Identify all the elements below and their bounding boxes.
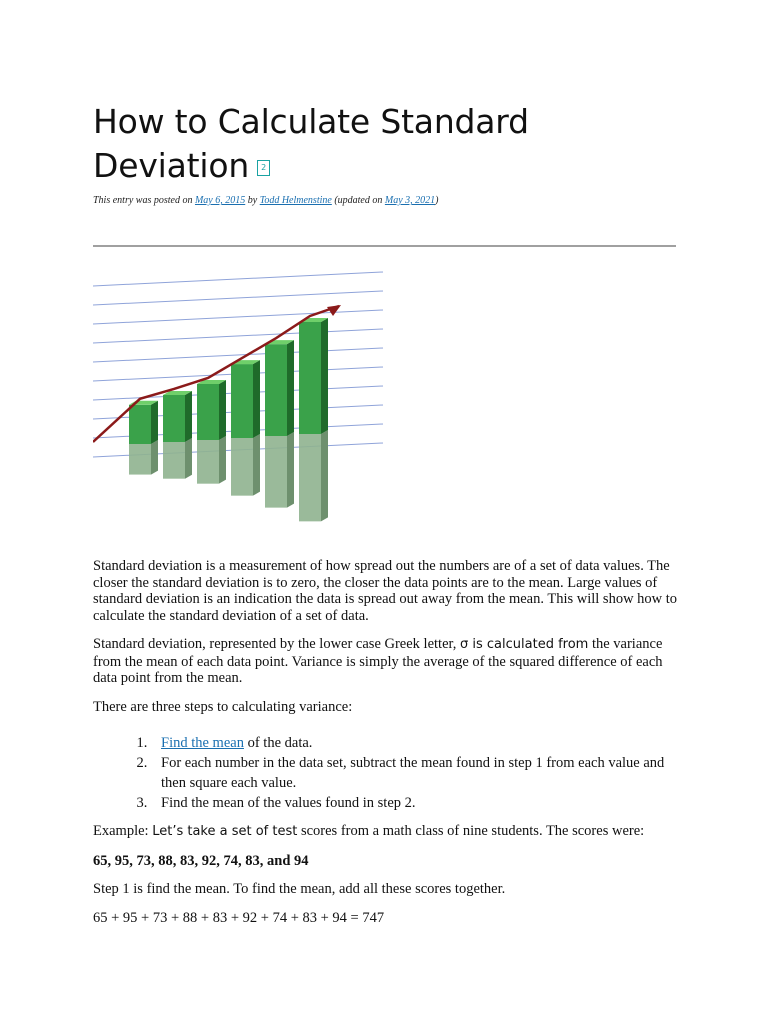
background-line [93,291,383,305]
bar-reflection [163,442,185,479]
meta-suffix: ) [435,195,439,206]
bar-side [151,401,158,444]
background-line [93,272,383,286]
background-line [93,310,383,324]
definition-text-a: Standard deviation, represented by the lower case Greek letter, [93,636,461,652]
comment-count-badge[interactable]: 2 [257,160,270,176]
bar-reflection-side [185,438,192,479]
bar [197,384,219,440]
step1-paragraph: Step 1 is find the mean. To find the mean, add all these scores together. [93,881,506,897]
steps-list [93,733,683,813]
bar-side [185,391,192,442]
author-link[interactable]: Todd Helmenstine [259,195,332,206]
example-text-b: scores from a math class of nine students. The scores were: [297,823,645,839]
bar-side [253,360,260,438]
meta-prefix: This entry was posted on [93,195,195,206]
post-meta [93,195,439,206]
bar-reflection-side [151,440,158,475]
updated-date-link[interactable]: May 3, 2021 [384,195,436,206]
article-body [93,558,683,938]
bar-reflection [265,436,287,508]
bar-reflection-side [253,434,260,496]
meta-by: by [245,195,260,206]
steps-intro: There are three steps to calculating variance: [93,698,353,715]
divider [93,245,676,247]
bar [299,322,321,434]
example-text-a: Example: [93,823,153,839]
bar-reflection [231,438,253,496]
bar-chart-illustration [93,268,393,538]
definition-paragraph [93,636,683,687]
intro-paragraph: Standard deviation is a measurement of how spread out the numbers are of a set of data values. The closer the standard deviation is to zero, the closer the data points are to the mean. Large values of standard deviation is an indication the data is spread out away from the mean. This will show how to calculate the standard deviation of a set of data. [93,558,678,624]
list-item: 3. Find the mean of the values found in step 2. [151,793,683,813]
title-text: How to Calculate Standard Deviation [93,102,529,185]
bar-reflection [299,434,321,521]
bar-reflection-side [219,436,226,484]
step1-rest: of the data. [243,735,313,751]
bar-reflection [129,444,151,475]
scores-line: 65, 95, 73, 88, 83, 92, 74, 83, and 94 [93,852,309,869]
bar-side [287,340,294,436]
bar-side [321,318,328,434]
list-item: 2. For each number in the data set, subtract the mean found in step 1 from each value and then square each value. [151,753,683,793]
meta-updated-prefix: (updated on [331,195,385,206]
definition-sigma: σ is calculated from [460,637,589,652]
posted-date-link[interactable]: May 6, 2015 [194,195,246,206]
bars [129,318,328,521]
bar [129,405,151,444]
bar-reflection-side [321,430,328,521]
bar-reflection-side [287,432,294,508]
definition-text-b: the variance from the mean of each data point. Variance is simply the average of the squared difference of each data point from the mean. [93,636,663,686]
sum-line: 65 + 95 + 73 + 88 + 83 + 92 + 74 + 83 + 94 = 747 [93,909,385,926]
example-paragraph [93,823,683,841]
page-title [93,100,653,188]
background-line [93,329,383,343]
bar [163,395,185,442]
list-item [151,733,683,753]
find-the-mean-link[interactable]: Find the mean [161,735,244,751]
bar [231,364,253,438]
bar-side [219,380,226,440]
bar-reflection [197,440,219,484]
example-sans: Let’s take a set of test [152,824,298,839]
bar [265,344,287,436]
